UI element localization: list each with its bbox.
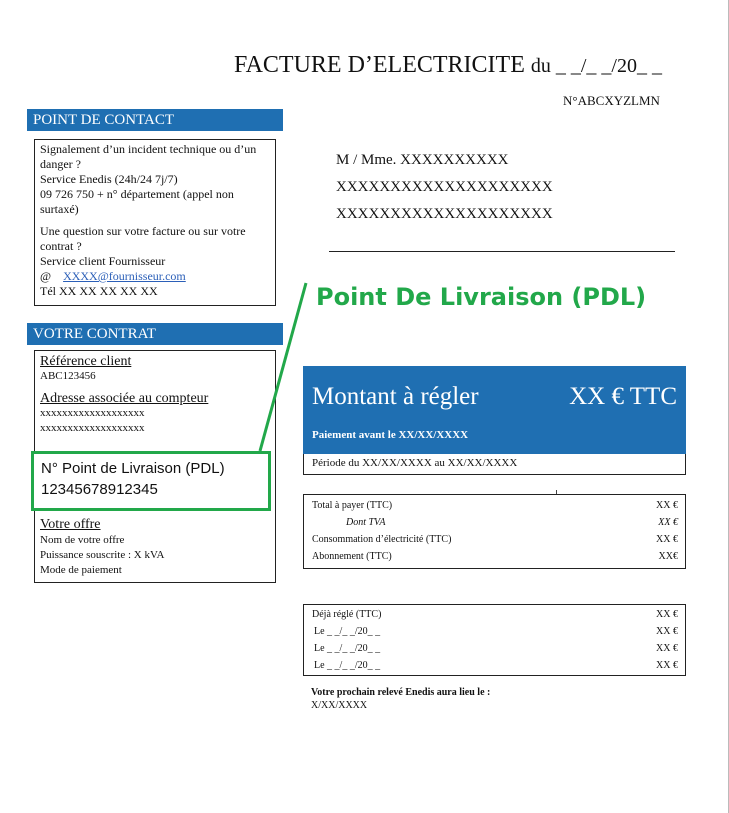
row-label: Le _ _/_ _/20_ _ bbox=[314, 660, 381, 671]
row-value: XX € bbox=[656, 643, 678, 654]
billing-period: Période du XX/XX/XXXX au XX/XX/XXXX bbox=[303, 454, 686, 475]
client-ref-label: Référence client bbox=[40, 354, 132, 369]
next-reading-date: X/XX/XXXX bbox=[311, 700, 368, 711]
pdl-callout-label: Point De Livraison (PDL) bbox=[316, 283, 647, 311]
totals-table bbox=[303, 494, 686, 569]
contact-heading: POINT DE CONTACT bbox=[27, 109, 283, 131]
offer-label: Votre offre bbox=[40, 517, 101, 532]
invoice-date: du _ _/_ _/20_ _ bbox=[530, 55, 662, 77]
email-prefix: @ bbox=[40, 269, 52, 283]
table-row bbox=[304, 657, 685, 674]
row-label: Le _ _/_ _/20_ _ bbox=[314, 643, 381, 654]
enedis-service: Service Enedis (24h/24 7j/7) bbox=[40, 172, 178, 186]
invoice-number: N°ABCXYZLMN bbox=[563, 93, 660, 108]
meter-address-label: Adresse associée au compteur bbox=[40, 391, 209, 406]
meter-address-line1: xxxxxxxxxxxxxxxxxxx bbox=[40, 407, 145, 419]
enedis-phone: 09 726 750 + n° département (appel non surtaxé) bbox=[40, 187, 234, 216]
table-row bbox=[304, 548, 685, 565]
supplier-phone: Tél XX XX XX XX XX bbox=[40, 284, 158, 298]
row-label: Le _ _/_ _/20_ _ bbox=[314, 626, 381, 637]
supplier-email-link[interactable]: XXXX@fournisseur.com bbox=[63, 269, 186, 283]
invoice-title-text: FACTURE D’ELECTRICITE bbox=[234, 52, 525, 78]
row-value: XX € bbox=[656, 609, 678, 620]
recipient-name: M / Mme. XXXXXXXXXX bbox=[336, 152, 509, 168]
pdl-label: N° Point de Livraison (PDL) bbox=[41, 460, 225, 477]
row-value: XX € bbox=[656, 626, 678, 637]
next-reading bbox=[311, 686, 490, 712]
client-ref-value: ABC123456 bbox=[40, 370, 96, 382]
amount-due-banner bbox=[303, 366, 686, 454]
recipient-line2: XXXXXXXXXXXXXXXXXXXX bbox=[336, 206, 553, 222]
payment-due-date: Paiement avant le XX/XX/XXXX bbox=[312, 429, 469, 441]
supplier-service: Service client Fournisseur bbox=[40, 254, 166, 268]
table-row bbox=[304, 531, 685, 548]
table-row bbox=[304, 514, 685, 531]
row-label: Abonnement (TTC) bbox=[312, 551, 392, 562]
incident-question: Signalement d’un incident technique ou d’un danger ? bbox=[40, 142, 257, 171]
row-value: XX € bbox=[658, 517, 678, 528]
row-value: XX € bbox=[656, 534, 678, 545]
invoice-question: Une question sur votre facture ou sur votre contrat ? bbox=[40, 224, 246, 253]
pdl-value: 12345678912345 bbox=[41, 481, 158, 498]
table-row bbox=[304, 497, 685, 514]
table-row bbox=[304, 623, 685, 640]
offer-payment: Mode de paiement bbox=[40, 564, 122, 576]
row-label: Déjà réglé (TTC) bbox=[312, 609, 382, 620]
table-row bbox=[304, 640, 685, 657]
contract-heading: VOTRE CONTRAT bbox=[27, 323, 283, 345]
amount-label: Montant à régler bbox=[312, 383, 479, 410]
next-reading-label: Votre prochain relevé Enedis aura lieu le : bbox=[311, 687, 491, 698]
row-label: Dont TVA bbox=[346, 517, 386, 528]
row-value: XX € bbox=[656, 500, 678, 511]
row-value: XX € bbox=[656, 660, 678, 671]
table-row bbox=[304, 606, 685, 623]
offer-power: Puissance souscrite : X kVA bbox=[40, 549, 165, 561]
row-value: XX€ bbox=[658, 551, 678, 562]
payments-table bbox=[303, 604, 686, 676]
offer-name: Nom de votre offre bbox=[40, 534, 125, 546]
row-label: Total à payer (TTC) bbox=[312, 500, 393, 511]
row-label: Consommation d’électricité (TTC) bbox=[312, 534, 452, 545]
amount-value: XX € TTC bbox=[569, 383, 677, 410]
recipient-line1: XXXXXXXXXXXXXXXXXXXX bbox=[336, 179, 553, 195]
meter-address-line2: xxxxxxxxxxxxxxxxxxx bbox=[40, 422, 145, 434]
